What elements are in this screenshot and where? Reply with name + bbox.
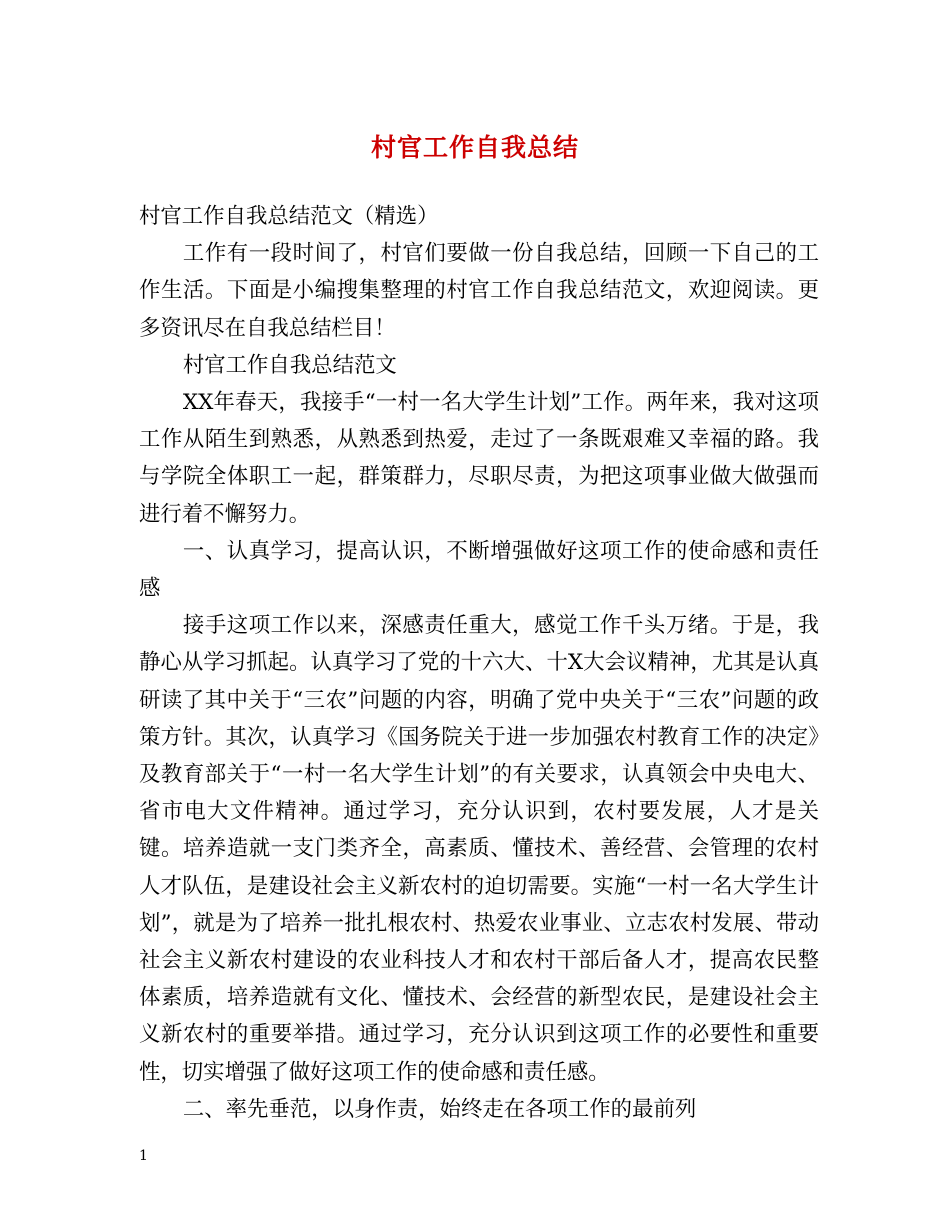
document-title: 村官工作自我总结	[370, 133, 579, 162]
page-number: 1	[139, 1148, 148, 1164]
paragraph-subtitle: 村官工作自我总结范文（精选）	[139, 204, 439, 229]
paragraph-opening: XX年春天，我接手“一村一名大学生计划”工作。两年来，我对这项工作从陌生到熟悉，从熟悉到热爱，走过了一条既艰难又幸福的路。我与学院全体职工一起，群策群力，尽职尽责，为把这项事业做大做强而进行着不懈努力。	[139, 390, 819, 527]
paragraph-study: 接手这项工作以来，深感责任重大，感觉工作千头万绪。于是，我静心从学习抓起。认真学习了党的十六大、十X大会议精神，尤其是认真研读了其中关于“三农”问题的内容，明确了党中央关于“三农”问题的政策方针。其次，认真学习《国务院关于进一步加强农村教育工作的决定》及教育部关于“一村一名大学生计划”的有关要求，认真领会中央电大、省市电大文件精神。通过学习，充分认识到，农村要发展，人才是关键。培养造就一支门类齐全，高素质、懂技术、善经营、会管理的农村人才队伍，是建设社会主义新农村的迫切需要。实施“一村一名大学生计划”，就是为了培养一批扎根农村、热爱农业事业、立志农村发展、带动社会主义新农村建设的农业科技人才和农村干部后备人才，提高农民整体素质，培养造就有文化、懂技术、会经营的新型农民，是建设社会主义新农村的重要举措。通过学习，充分认识到这项工作的必要性和重要性，切实增强了做好这项工作的使命感和责任感。	[139, 613, 819, 1085]
paragraph-intro: 工作有一段时间了，村官们要做一份自我总结，回顾一下自己的工作生活。下面是小编搜集整理的村官工作自我总结范文，欢迎阅读。更多资讯尽在自我总结栏目！	[139, 241, 819, 341]
paragraph-section-heading: 村官工作自我总结范文	[182, 352, 397, 378]
document-body	[139, 198, 819, 1128]
paragraph-heading-one: 一、认真学习，提高认识，不断增强做好这项工作的使命感和责任感	[139, 538, 819, 602]
paragraph-heading-two: 二、率先垂范，以身作责，始终走在各项工作的最前列	[182, 1096, 697, 1122]
